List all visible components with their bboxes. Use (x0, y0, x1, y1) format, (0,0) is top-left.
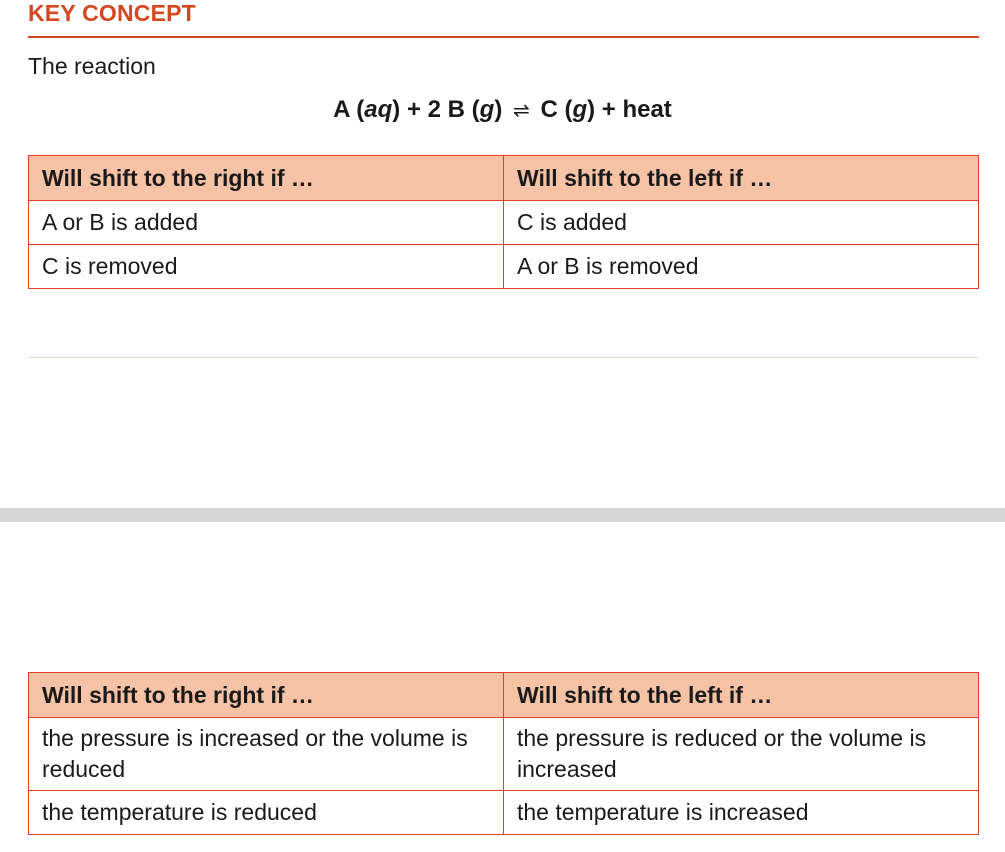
faint-divider (28, 357, 979, 358)
table-row (29, 245, 979, 289)
equation-part: A ( (333, 96, 365, 123)
table-cell: A or B is added (29, 201, 504, 245)
equation-state: g (479, 96, 495, 123)
concentration-shift-table (28, 155, 979, 289)
equation-part: ) + 2 B ( (392, 96, 480, 123)
equation-part: ) + heat (587, 96, 672, 123)
header-shift-right: Will shift to the right if … (29, 156, 504, 201)
section-heading: KEY CONCEPT (28, 0, 196, 26)
table-cell: C is removed (29, 245, 504, 289)
table-cell: the temperature is reduced (29, 791, 504, 835)
table-cell: the temperature is increased (504, 791, 979, 835)
equation-state: aq (364, 96, 393, 123)
reaction-equation (0, 96, 1005, 124)
header-shift-left: Will shift to the left if … (504, 673, 979, 718)
header-shift-left: Will shift to the left if … (504, 156, 979, 201)
table-cell: the pressure is reduced or the volume is increased (504, 718, 979, 791)
pressure-temperature-shift-table (28, 672, 979, 835)
equation-part: C ( (540, 96, 573, 123)
table-cell: the pressure is increased or the volume is reduced (29, 718, 504, 791)
equation-state: g (572, 96, 588, 123)
table-row (29, 791, 979, 835)
equilibrium-arrow-icon: ⇌ (513, 100, 530, 122)
intro-text: The reaction (28, 53, 156, 79)
table-cell: C is added (504, 201, 979, 245)
table-cell: A or B is removed (504, 245, 979, 289)
header-shift-right: Will shift to the right if … (29, 673, 504, 718)
table-header-row (29, 673, 979, 718)
equation-part: ) (494, 96, 503, 123)
heading-divider (28, 36, 979, 38)
table-row (29, 718, 979, 791)
table-header-row (29, 156, 979, 201)
table-row (29, 201, 979, 245)
page-separator (0, 508, 1005, 522)
